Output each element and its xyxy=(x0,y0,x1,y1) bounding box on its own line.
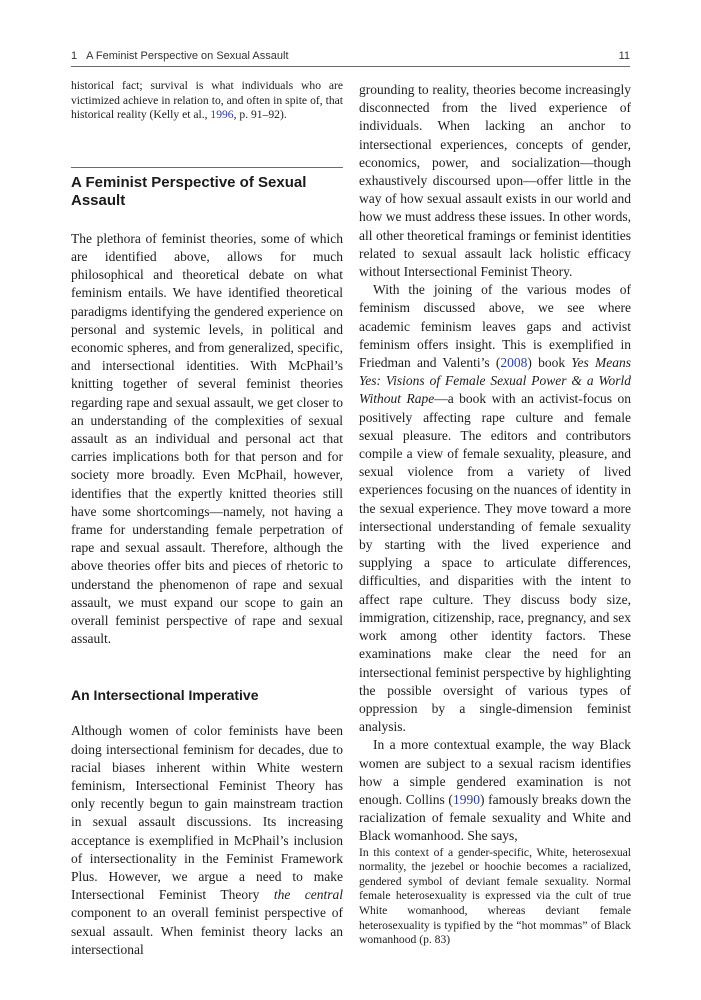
paragraph-joining xyxy=(359,281,631,736)
block-quote-kelly xyxy=(71,79,343,123)
section-heading: A Feminist Perspective of Sexual Assault xyxy=(71,173,307,209)
chapter-title: A Feminist Perspective on Sexual Assault xyxy=(86,50,289,62)
paragraph-text-end: ) famously breaks down the racialization of female sexuality and White and Black womanhood. She says, xyxy=(359,791,632,844)
running-header xyxy=(71,44,630,67)
right-column xyxy=(359,81,631,948)
citation-link-1990[interactable]: 1990 xyxy=(452,791,480,807)
paragraph-text-end: —a book with an activist-focus on positively affecting rape culture and female sexual pleasure. The editors and contributors compile a view of female sexuality, pleasure, and sexual violence from a variety of lived experiences focusing on the nuances of identity in the sexual experience. They move toward a more intersectional understanding of female sexuality by starting with the lived experience and supplying a space to articulate differences, difficulties, and disparities with the intent to affect rape culture. They discuss body size, immigration, citizenship, race, pregnancy, and sex work among other identity factors. These examinations make clear the need for an intersectional feminist perspective by highlighting the possible oversight of various types of oppression by a single-dimension feminist analysis. xyxy=(359,391,631,735)
paragraph-contextual xyxy=(359,736,631,845)
citation-link-1996[interactable]: 1996 xyxy=(210,108,234,122)
paragraph-text-end: component to an overall feminist perspective of sexual assault. When feminist theory lacks an intersectional xyxy=(71,905,343,957)
page-number: 11 xyxy=(618,50,630,62)
book-title: Yes Means Yes: Visions of Female Sexual Power & a World Without Rape xyxy=(359,355,631,407)
subsection-heading: An Intersectional Imperative xyxy=(71,687,259,704)
citation-link-2008[interactable]: 2008 xyxy=(500,355,528,371)
section-divider xyxy=(71,167,343,168)
paragraph-text: Although women of color feminists have been doing intersectional feminism for decades, due to racial biases inherent within White western feminism, Intersectional Feminist Theory has only recently begun to gain mainstream traction in sexual assault discussions. Its increasing acceptance is exemplified in McPhail’s inclusion of intersectionality in the Feminist Framework Plus. However, we argue a need to make Intersectional Feminist Theory xyxy=(71,723,343,903)
paragraph-text-mid: ) book xyxy=(527,355,572,371)
paragraph-women-of-color xyxy=(71,722,343,959)
emphasis-the-central: the central xyxy=(273,887,343,903)
block-quote-collins: In this context of a gender-specific, White, heterosexual normality, the jezebel or hoochie becomes a racialized, gendered symbol of deviant female sexuality. Normal female heterosexuality is expressed via the cult of true White womanhood, whereas deviant female heterosexuality is typified by the “hot mommas” of Black womanhood (p. 83) xyxy=(359,845,631,947)
chapter-number: 1 xyxy=(71,50,78,62)
paragraph-plethora: The plethora of feminist theories, some of which are identified above, allows for much philosophical and theoretical debate on what feminism entails. We have identified theoretical paradigms identifying the gendered experience on personal and systemic levels, in political and economic spheres, and from generalized, specific, and intersectional identities. With McPhail’s knitting together of several feminist theories regarding rape and sexual assault, we get closer to an understanding of the complexities of sexual assault as an individual and personal act that carries implications both for that person and for society more broadly. Even McPhail, however, identifies that the expertly knitted theories still have some shortcomings—namely, not having a frame for understanding female perpetration of rape and sexual assault. Therefore, although the above theories offer bits and pieces of rhetoric to understand the phenomenon of rape and sexual assault, we must expand our scope to gain an overall feminist perspective of rape and sexual assault. xyxy=(71,230,343,647)
paragraph-grounding: grounding to reality, theories become increasingly disconnected from the lived experience of individuals. When lacking an anchor to intersectional experiences, concepts of gender, economics, power, and socialization—though exhaustively discoursed upon—offer little in the way of how sexual assault exists in our world and how we must address these issues. In other words, all other theoretical framings or feminist identities related to sexual assault lack holistic efficacy without Intersectional Feminist Theory. xyxy=(359,82,631,280)
quote-text: historical fact; survival is what individuals who are victimized achieve in relation to, and often in spite of, that historical reality (Kelly et al., xyxy=(71,79,343,122)
paragraph-text: In a more contextual example, the way Black women are subject to a sexual racism identifies how a simple gendered examination is not enough. Collins ( xyxy=(359,737,631,807)
running-header-left xyxy=(71,50,289,62)
paragraph-text: With the joining of the various modes of feminism discussed above, we see where academic feminism leaves gaps and activist feminism offers insight. This is exemplified in Friedman and Valenti’s ( xyxy=(359,282,631,371)
left-column xyxy=(71,79,343,959)
quote-text-end: , p. 91–92). xyxy=(233,108,287,122)
